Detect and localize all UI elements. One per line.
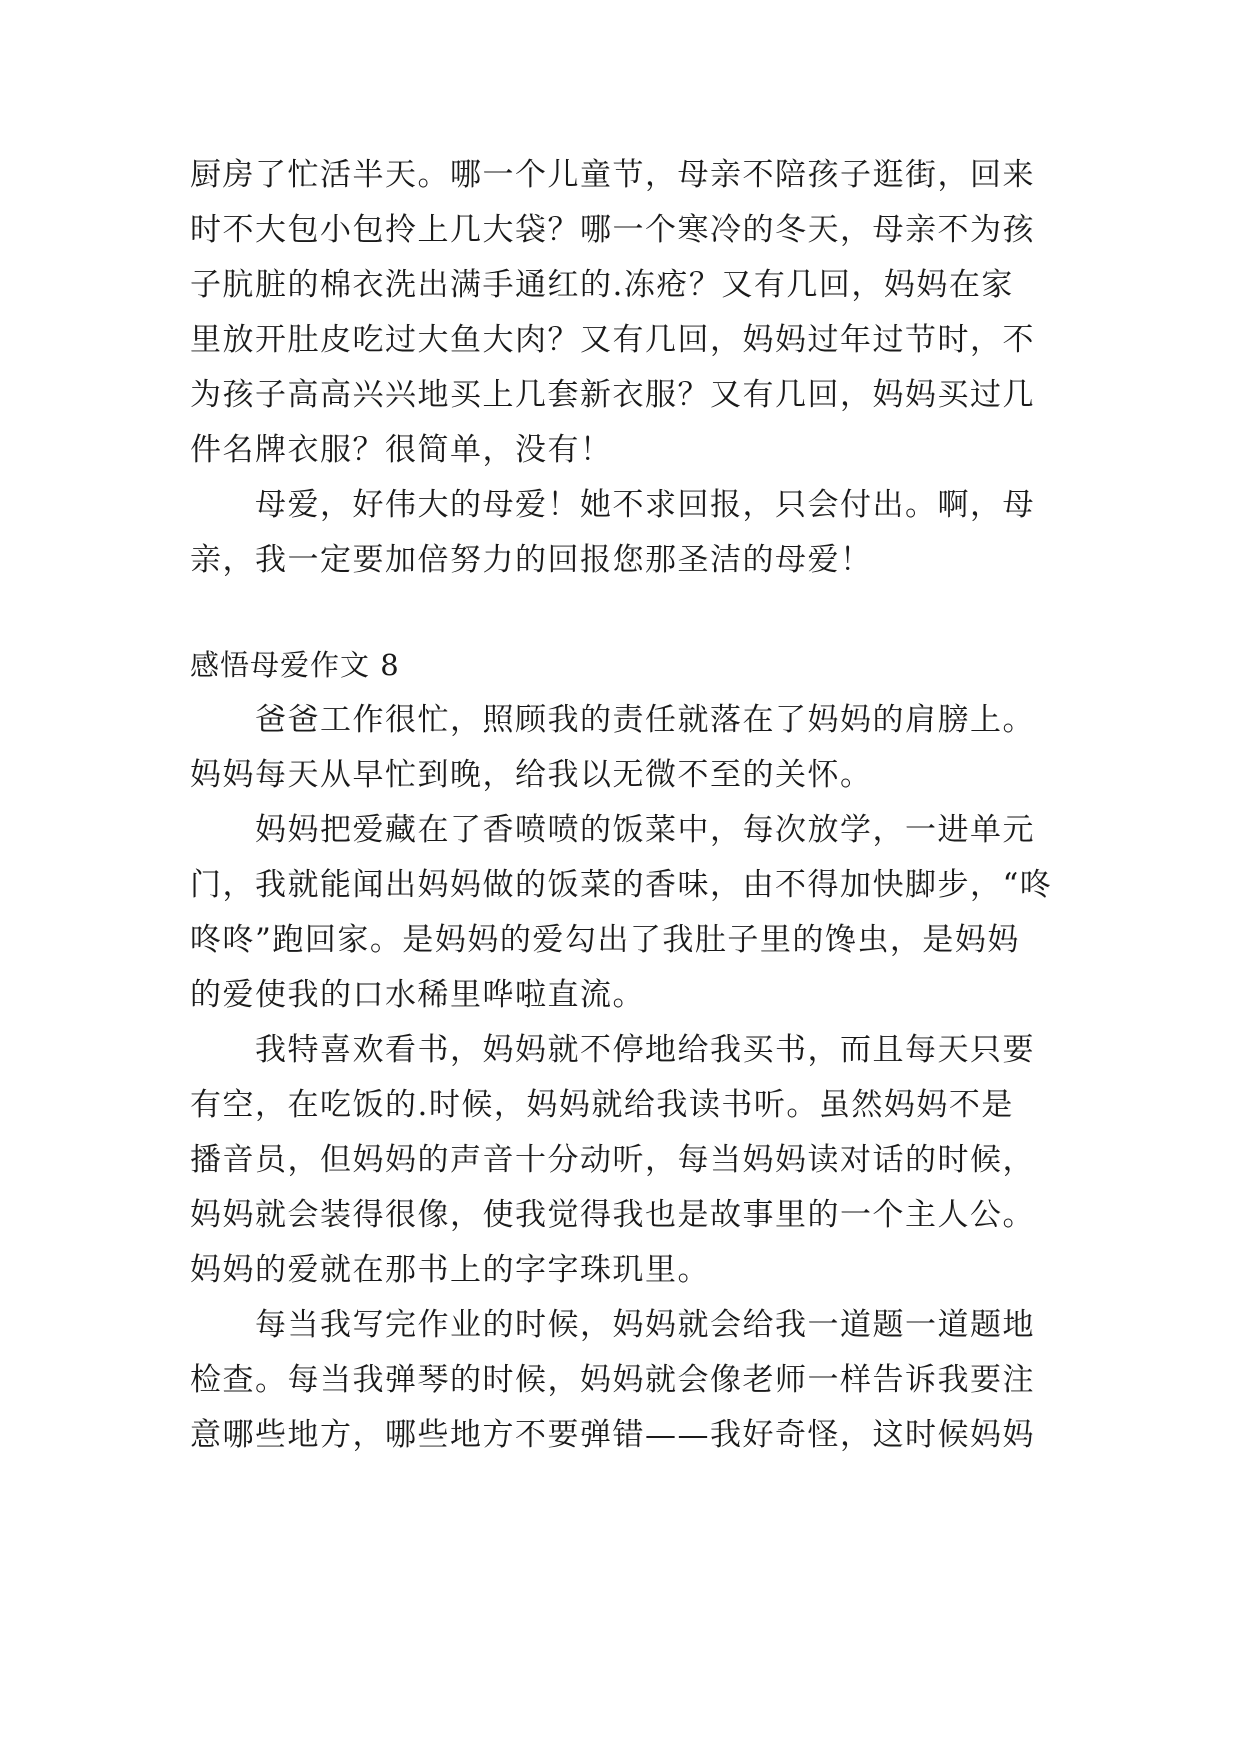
paragraph-line: 里放开肚皮吃过大鱼大肉？又有几回，妈妈过年过节时，不	[190, 322, 1035, 358]
paragraph-line: 有空，在吃饭的.时候，妈妈就给我读书听。虽然妈妈不是	[190, 1087, 1014, 1123]
paragraph-line: 妈妈每天从早忙到晚，给我以无微不至的关怀。	[190, 757, 873, 793]
paragraph-line: 的爱使我的口水稀里哗啦直流。	[190, 977, 645, 1013]
section-title: 感悟母爱作文 8	[190, 648, 400, 682]
paragraph-line: 件名牌衣服？很简单，没有！	[190, 432, 613, 468]
paragraph-line: 门，我就能闻出妈妈做的饭菜的香味，由不得加快脚步，“咚	[190, 867, 1053, 903]
paragraph-line: 时不大包小包拎上几大袋？哪一个寒冷的冬天，母亲不为孩	[190, 212, 1035, 248]
paragraph-line: 播音员，但妈妈的声音十分动听，每当妈妈读对话的时候，	[190, 1142, 1035, 1178]
paragraph-line: 妈妈就会装得很像，使我觉得我也是故事里的一个主人公。	[190, 1197, 1035, 1233]
paragraph-line: 亲，我一定要加倍努力的回报您那圣洁的母爱！	[190, 542, 873, 578]
paragraph-line: 咚咚”跑回家。是妈妈的爱勾出了我肚子里的馋虫，是妈妈	[190, 922, 1020, 958]
paragraph-line: 子肮脏的棉衣洗出满手通红的.冻疮？又有几回，妈妈在家	[190, 267, 1014, 303]
paragraph-line: 检查。每当我弹琴的时候，妈妈就会像老师一样告诉我要注	[190, 1362, 1035, 1398]
paragraph-line: 妈妈把爱藏在了香喷喷的饭菜中，每次放学，一进单元	[190, 812, 1035, 848]
paragraph-line: 厨房了忙活半天。哪一个儿童节，母亲不陪孩子逛街，回来	[190, 157, 1035, 193]
paragraph-line: 每当我写完作业的时候，妈妈就会给我一道题一道题地	[190, 1307, 1035, 1343]
paragraph-line: 我特喜欢看书，妈妈就不停地给我买书，而且每天只要	[190, 1032, 1035, 1068]
paragraph-line: 爸爸工作很忙，照顾我的责任就落在了妈妈的肩膀上。	[190, 702, 1035, 738]
paragraph-line: 母爱，好伟大的母爱！她不求回报，只会付出。啊，母	[190, 487, 1035, 523]
paragraph-line: 为孩子高高兴兴地买上几套新衣服？又有几回，妈妈买过几	[190, 377, 1035, 413]
paragraph-line: 妈妈的爱就在那书上的字字珠玑里。	[190, 1252, 710, 1288]
paragraph-line: 意哪些地方，哪些地方不要弹错——我好奇怪，这时候妈妈	[190, 1417, 1035, 1453]
